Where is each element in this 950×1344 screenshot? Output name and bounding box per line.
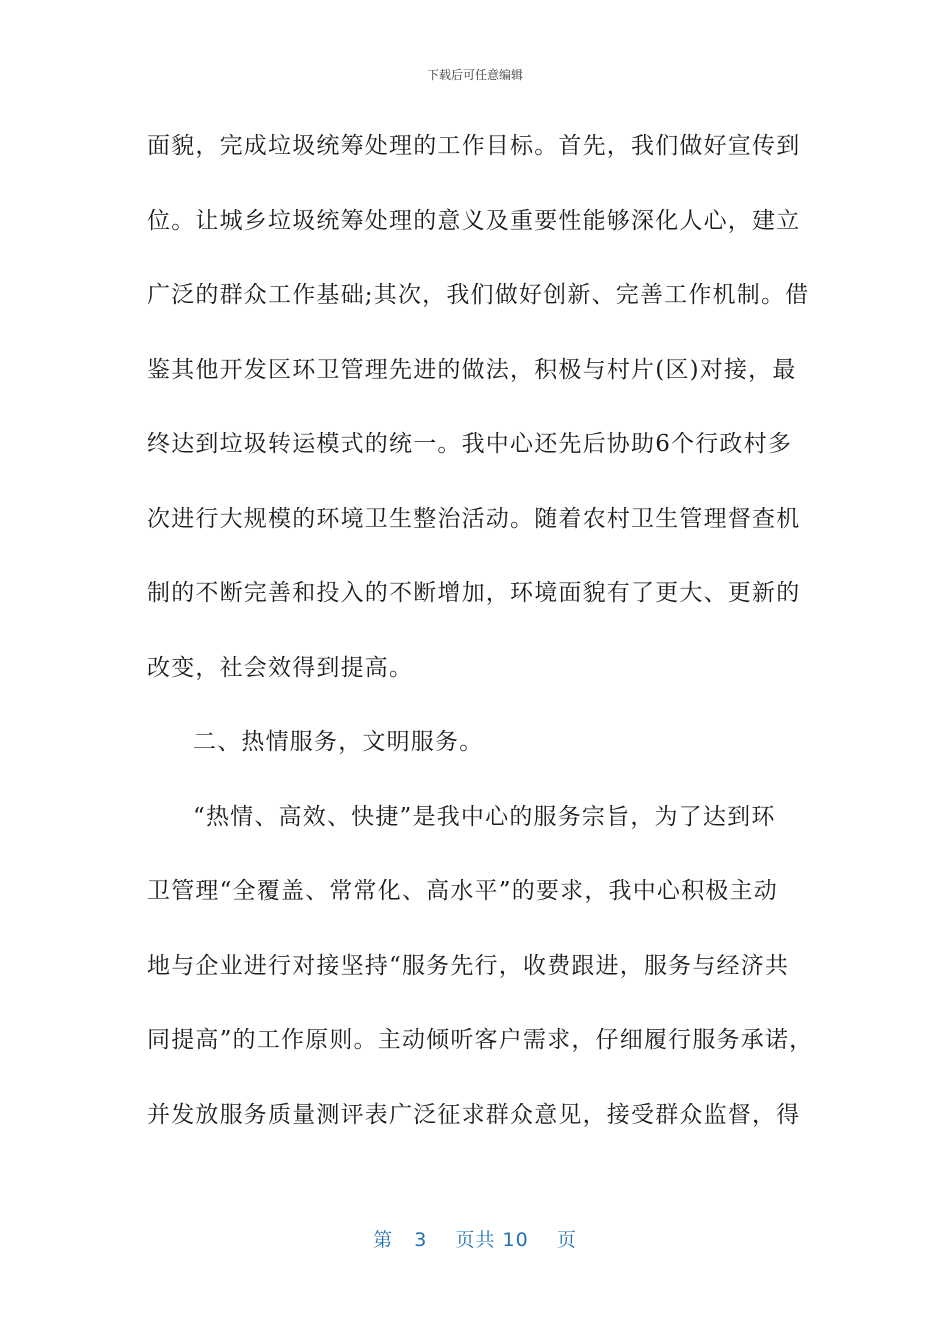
text-line-4: 鉴其他开发区环卫管理先进的做法，积极与村片(区)对接，最 [147,356,797,383]
document-body [147,126,814,1169]
text-line-1: 面貌，完成垃圾统筹处理的工作目标。首先，我们做好宣传到 [147,133,801,159]
text-line-14: 并发放服务质量测评表广泛征求群众意见，接受群众监督，得 [147,1101,801,1128]
text-line-13: 同提高”的工作原则。主动倾听客户需求，仔细履行服务承诺， [147,1027,814,1053]
page-footer [0,1225,950,1252]
text-line-2: 位。让城乡垃圾统筹处理的意义及重要性能够深化人心，建立 [147,207,801,234]
section-heading: 二、热情服务，文明服务。 [193,729,484,755]
text-line-12: 地与企业进行对接坚持“服务先行，收费跟进，服务与经济共 [147,952,790,979]
text-line-7: 制的不断完善和投入的不断增加，环境面貌有了更大、更新的 [147,580,801,606]
footer-suffix: 页 [556,1229,577,1251]
text-line-8: 改变，社会效得到提高。 [147,654,414,681]
footer-middle: 页共 [455,1229,496,1251]
footer-prefix: 第 [373,1229,394,1251]
text-line-6: 次进行大规模的环境卫生整治活动。随着农村卫生管理督查机 [147,505,801,532]
text-line-10: “热情、高效、快捷”是我中心的服务宗旨，为了达到环 [193,803,776,830]
footer-total-pages: 10 [502,1229,529,1251]
footer-current-page: 3 [414,1229,428,1251]
text-line-11: 卫管理“全覆盖、常常化、高水平”的要求，我中心积极主动 [147,878,778,904]
text-line-3: 广泛的群众工作基础;其次，我们做好创新、完善工作机制。借 [147,282,810,308]
page-header-note: 下载后可任意编辑 [426,68,523,82]
text-line-5: 终达到垃圾转运模式的统一。我中心还先后协助6个行政村多 [147,431,793,457]
